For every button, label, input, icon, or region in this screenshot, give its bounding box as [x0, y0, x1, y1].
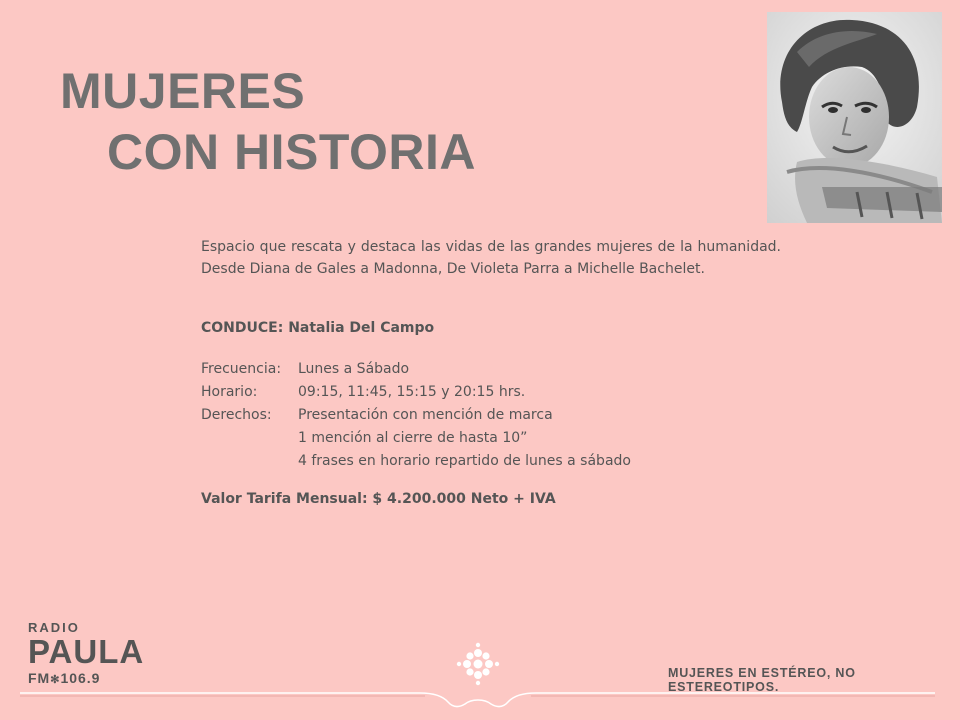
details-list — [201, 358, 781, 473]
content-block — [201, 236, 781, 507]
detail-key: Horario: — [201, 384, 258, 400]
detail-value: 1 mención al cierre de hasta 10” — [298, 430, 528, 446]
detail-key: Frecuencia: — [201, 361, 282, 377]
detail-key: Derechos: — [201, 407, 272, 423]
radio-paula-logo — [28, 620, 144, 686]
portrait-photo — [767, 12, 942, 223]
logo-name: PAULA — [28, 633, 145, 670]
title-line-1: MUJERES — [60, 63, 306, 119]
logo-radio: RADIO — [28, 620, 80, 635]
host-line: CONDUCE: Natalia Del Campo — [201, 320, 435, 336]
detail-row — [201, 358, 781, 381]
monthly-rate: Valor Tarifa Mensual: $ 4.200.000 Neto + IVA — [201, 491, 556, 507]
description: Espacio que rescata y destaca las vidas de las grandes mujeres de la humanidad. Desde Diana de Gales a Madonna, De Violeta Parra a Michelle Bachelet. — [201, 239, 781, 277]
slogan: MUJERES EN ESTÉREO, NO ESTEREOTIPOS. — [668, 666, 856, 694]
detail-key — [201, 450, 298, 473]
detail-row — [201, 381, 781, 404]
detail-value: 4 frases en horario repartido de lunes a sábado — [298, 453, 631, 469]
star-icon: ✻ — [50, 674, 61, 686]
detail-row — [201, 427, 781, 450]
flower-icon — [457, 643, 499, 685]
logo-frequency — [28, 670, 144, 686]
detail-row — [201, 404, 781, 427]
detail-value: Presentación con mención de marca — [298, 407, 553, 423]
detail-value: 09:15, 11:45, 15:15 y 20:15 hrs. — [298, 384, 526, 400]
title-line-2: CON HISTORIA — [107, 124, 476, 180]
detail-row — [201, 450, 781, 473]
logo-fm: FM — [28, 670, 51, 686]
logo-freq: 106.9 — [60, 670, 101, 686]
detail-key — [201, 427, 298, 450]
detail-value: Lunes a Sábado — [298, 361, 410, 377]
